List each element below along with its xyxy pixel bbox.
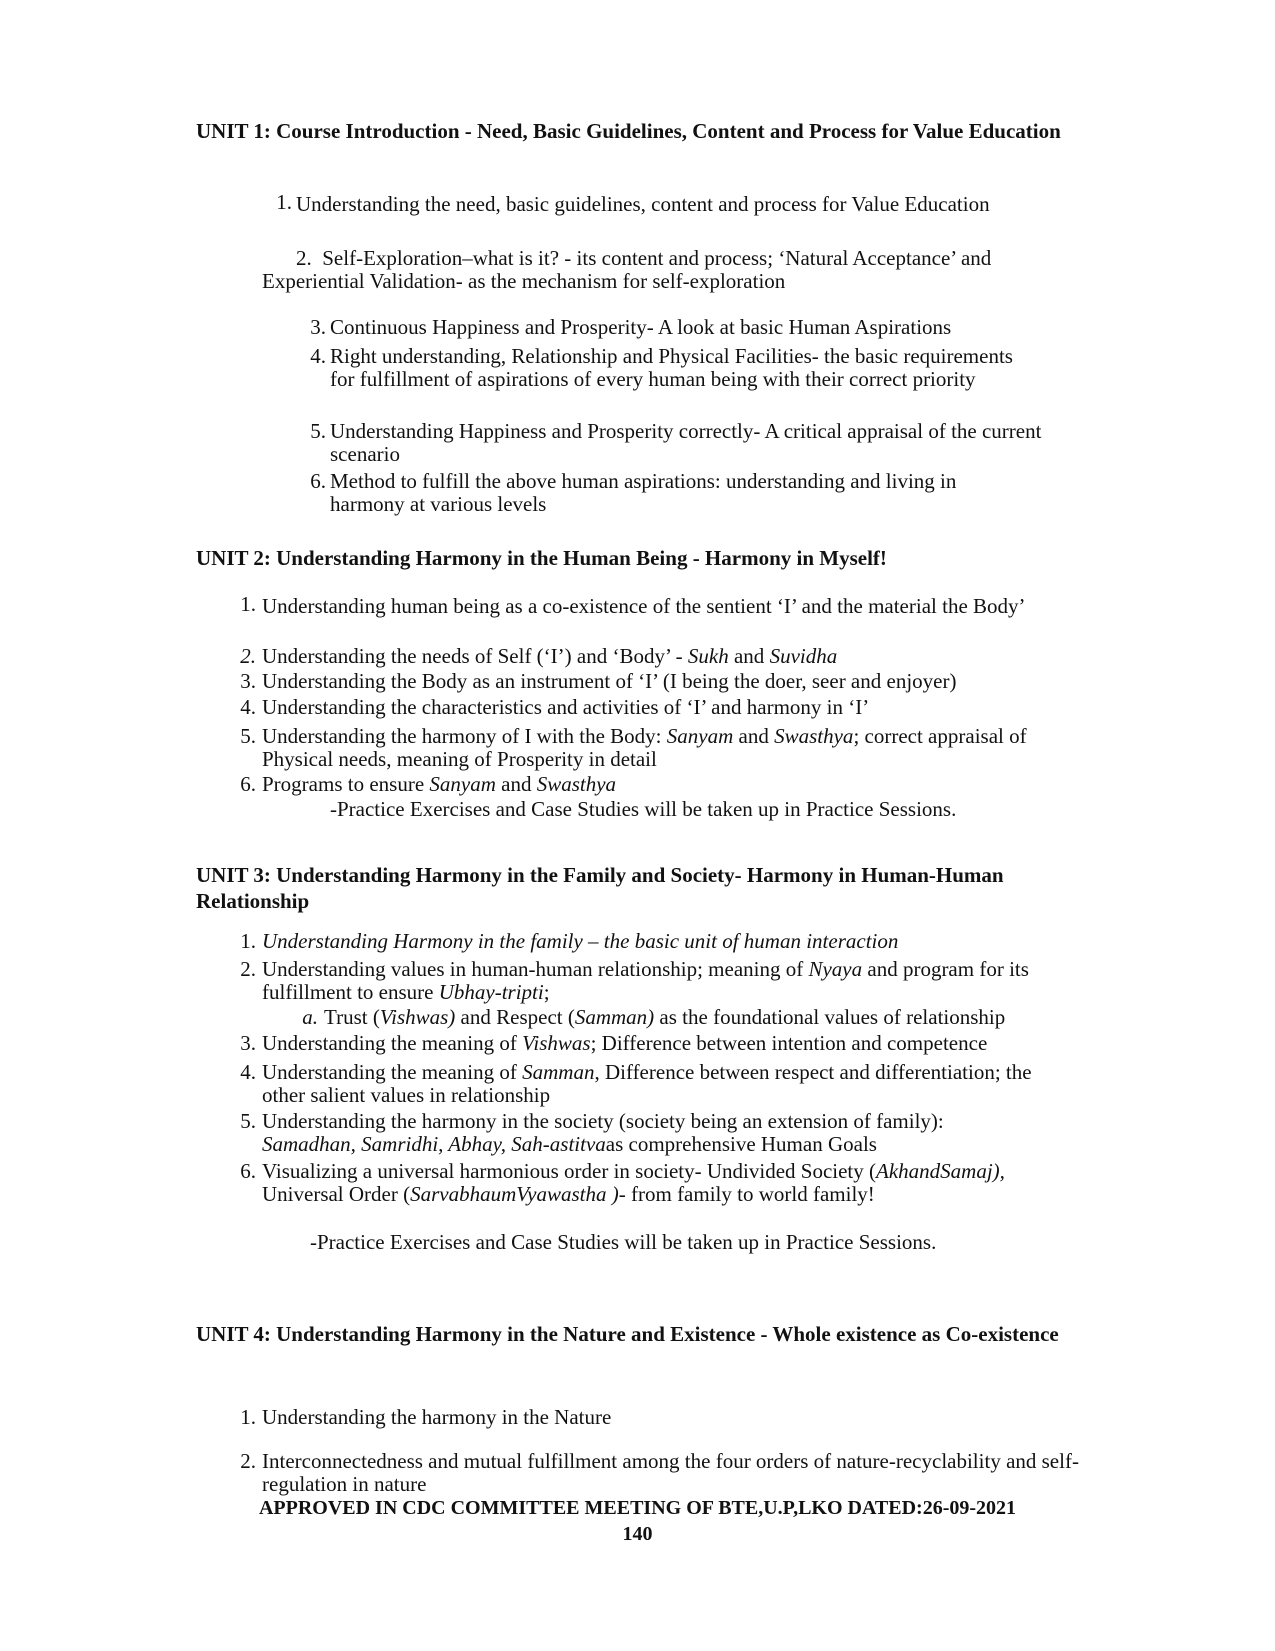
unit2-practice-note: -Practice Exercises and Case Studies will be taken up in Practice Sessions. [330,797,957,821]
unit3-subitem-a: a. Trust (Vishwas) and Respect (Samman) as the foundational values of relationship [302,1005,1006,1029]
unit1-item-4: 4. Right understanding, Relationship and Physical Facilities- the basic requirements for fulfillment of aspirations of every human being with their correct priority [310,344,1013,391]
unit1-item-3: 3. Continuous Happiness and Prosperity- A look at basic Human Aspirations [310,315,952,339]
unit3-item-5: 5. Understanding the harmony in the society (society being an extension of family): Samadhan, Samridhi, Abhay, Sah-astitvaas comprehensive Human Goals [240,1109,944,1156]
unit1-item-2: 2. Self-Exploration–what is it? - its content and process; ‘Natural Acceptance’ and Experiential Validation- as the mechanism for self-exploration [262,246,992,293]
page-number: 140 [622,1523,653,1545]
unit2-heading: UNIT 2: Understanding Harmony in the Human Being - Harmony in Myself! [196,546,887,570]
unit2-item-3: 3. Understanding the Body as an instrument of ‘I’ (I being the doer, seer and enjoyer) [240,669,957,693]
unit3-item-1: 1. Understanding Harmony in the family – the basic unit of human interaction [240,929,899,953]
unit2-item-2: 2. Understanding the needs of Self (‘I’) and ‘Body’ - Sukh and Suvidha [240,644,838,668]
unit1-item-1: 1. Understanding the need, basic guidelines, content and process for Value Education [276,190,990,216]
unit2-item-4: 4. Understanding the characteristics and activities of ‘I’ and harmony in ‘I’ [240,695,870,719]
unit4-heading: UNIT 4: Understanding Harmony in the Nature and Existence - Whole existence as Co-existence [196,1322,1059,1346]
unit4-item-1: 1. Understanding the harmony in the Nature [240,1405,612,1429]
unit1-heading: UNIT 1: Course Introduction - Need, Basic Guidelines, Content and Process for Value Education [196,119,1061,143]
unit1-item-6: 6. Method to fulfill the above human aspirations: understanding and living in harmony at various levels [310,469,957,516]
unit2-item-5: 5. Understanding the harmony of I with the Body: Sanyam and Swasthya; correct appraisal of Physical needs, meaning of Prosperity in detail [240,724,1027,771]
unit3-heading: UNIT 3: Understanding Harmony in the Family and Society- Harmony in Human-Human Relationship [196,863,1004,913]
unit3-practice-note: -Practice Exercises and Case Studies will be taken up in Practice Sessions. [310,1230,937,1254]
unit3-item-3: 3. Understanding the meaning of Vishwas; Difference between intention and competence [240,1031,988,1055]
unit3-item-2: 2. Understanding values in human-human relationship; meaning of Nyaya and program for its fulfillment to ensure Ubhay-tripti; [240,957,1029,1004]
unit3-item-4: 4. Understanding the meaning of Samman, Difference between respect and differentiation; the other salient values in relationship [240,1060,1032,1107]
unit4-item-2: 2. Interconnectedness and mutual fulfillment among the four orders of nature-recyclability and self-regulation in nature [240,1449,1079,1496]
approval-footer: APPROVED IN CDC COMMITTEE MEETING OF BTE,U.P,LKO DATED:26-09-2021 [258,1497,1017,1519]
unit2-item-6: 6. Programs to ensure Sanyam and Swasthya [240,772,617,796]
unit2-item-1: 1. Understanding human being as a co-existence of the sentient ‘I’ and the material the Body’ [240,592,1026,618]
unit3-item-6: 6. Visualizing a universal harmonious order in society- Undivided Society (AkhandSamaj), Universal Order (SarvabhaumVyawastha )- from family to world family! [240,1159,1005,1206]
unit1-item-5: 5. Understanding Happiness and Prosperity correctly- A critical appraisal of the current scenario [310,419,1042,466]
